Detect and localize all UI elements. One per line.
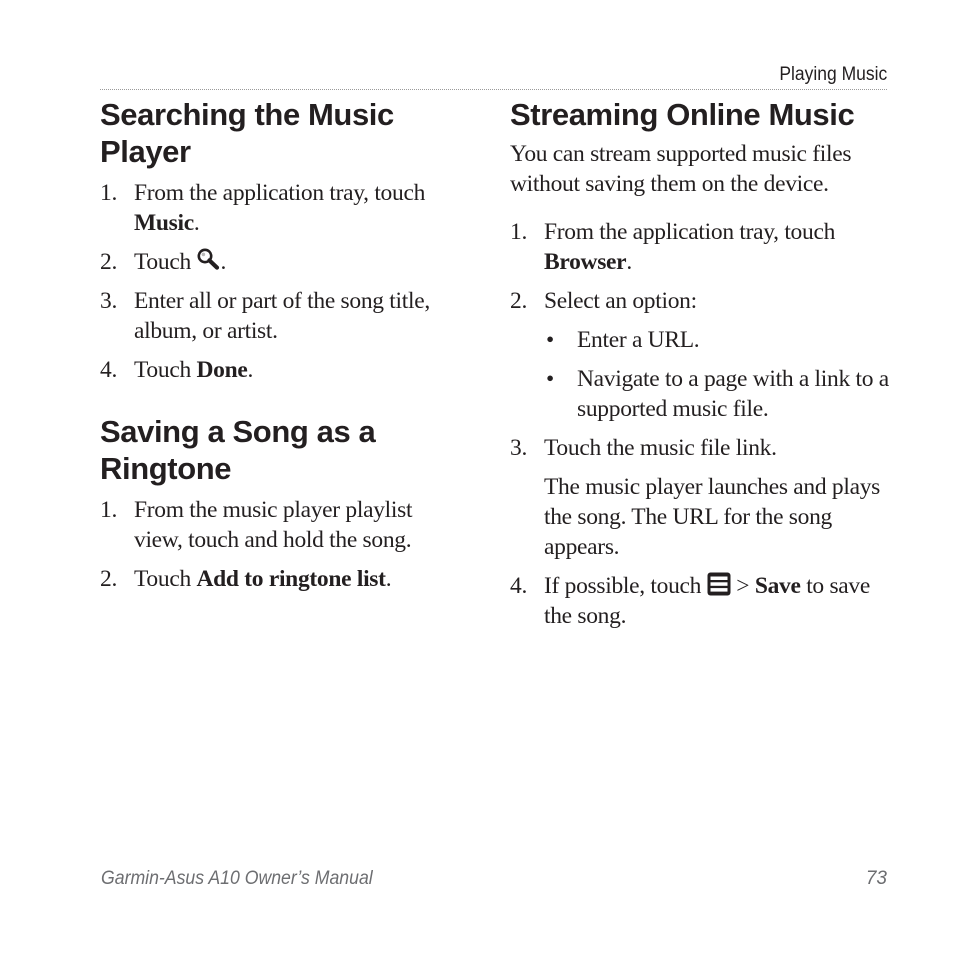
step-number: 2.	[100, 249, 118, 275]
bullet-mark: •	[546, 327, 554, 353]
step-item	[510, 286, 895, 424]
step-item	[510, 217, 895, 277]
step-text: .	[385, 566, 392, 592]
step-number: 1.	[100, 497, 118, 523]
step-result-note: The music player launches and plays the song. The URL for the song appears.	[544, 474, 881, 560]
step-text: Touch	[134, 566, 197, 592]
ui-term-add-to-ringtone: Add to ringtone list	[196, 566, 386, 592]
step-text: .	[626, 249, 632, 275]
step-text: Touch	[134, 357, 197, 383]
step-text: .	[193, 210, 200, 236]
footer-page-number: 73	[865, 868, 887, 889]
step-item	[510, 571, 895, 631]
step-number: 4.	[100, 357, 118, 383]
section-searching-music-player	[100, 96, 460, 385]
bullet-text: Enter a URL.	[577, 327, 700, 353]
step-text: to save the song.	[544, 573, 871, 629]
header-divider	[100, 89, 887, 90]
ui-term-save: Save	[754, 573, 801, 599]
step-text: From the application tray, touch	[134, 180, 426, 206]
step-item	[100, 355, 460, 385]
section-title-searching: Searching the Music Player	[100, 97, 394, 169]
step-item	[100, 564, 460, 594]
step-item	[510, 433, 895, 562]
step-text: .	[247, 357, 254, 383]
step-text: Touch the music file link.	[544, 435, 777, 461]
steps-searching	[100, 178, 460, 385]
ui-term-browser: Browser	[544, 249, 627, 275]
step-text: Select an option:	[544, 288, 697, 314]
step-item	[100, 495, 460, 555]
step-item	[100, 286, 460, 346]
right-column	[510, 96, 895, 631]
step-item	[100, 247, 460, 277]
list-item	[544, 325, 895, 355]
bullet-mark: •	[546, 366, 554, 392]
step-number: 1.	[510, 219, 528, 245]
menu-separator: >	[730, 573, 755, 599]
step-text: .	[220, 249, 227, 275]
section-intro: You can stream supported music files without saving them on the device.	[510, 141, 852, 197]
step-number: 3.	[100, 288, 118, 314]
steps-streaming	[510, 217, 895, 631]
footer-manual-title: Garmin-Asus A10 Owner’s Manual	[101, 868, 373, 889]
search-icon	[196, 248, 220, 270]
step-number: 2.	[510, 288, 528, 314]
section-title-streaming: Streaming Online Music	[510, 97, 855, 132]
step-number: 4.	[510, 573, 528, 599]
step-text: If possible, touch	[544, 573, 707, 599]
steps-ringtone	[100, 495, 460, 594]
step-text: Touch	[134, 249, 197, 275]
bullet-text: Navigate to a page with a link to a supported music file.	[577, 366, 889, 422]
ui-term-music: Music	[134, 210, 194, 236]
header-section-label: Playing Music	[779, 64, 887, 85]
step-item	[100, 178, 460, 238]
step-number: 1.	[100, 180, 118, 206]
section-saving-ringtone	[100, 413, 460, 594]
step-text: From the music player playlist view, touch and hold the song.	[134, 497, 413, 553]
step-number: 3.	[510, 435, 528, 461]
section-streaming-online-music	[510, 96, 895, 631]
option-list	[544, 325, 895, 424]
left-column	[100, 96, 460, 594]
ui-term-done: Done	[196, 357, 248, 383]
step-text: From the application tray, touch	[544, 219, 836, 245]
step-number: 2.	[100, 566, 118, 592]
step-text: Enter all or part of the song title, album, or artist.	[134, 288, 430, 344]
section-title-ringtone: Saving a Song as a Ringtone	[100, 414, 376, 486]
menu-icon	[707, 572, 731, 596]
list-item	[544, 364, 895, 424]
